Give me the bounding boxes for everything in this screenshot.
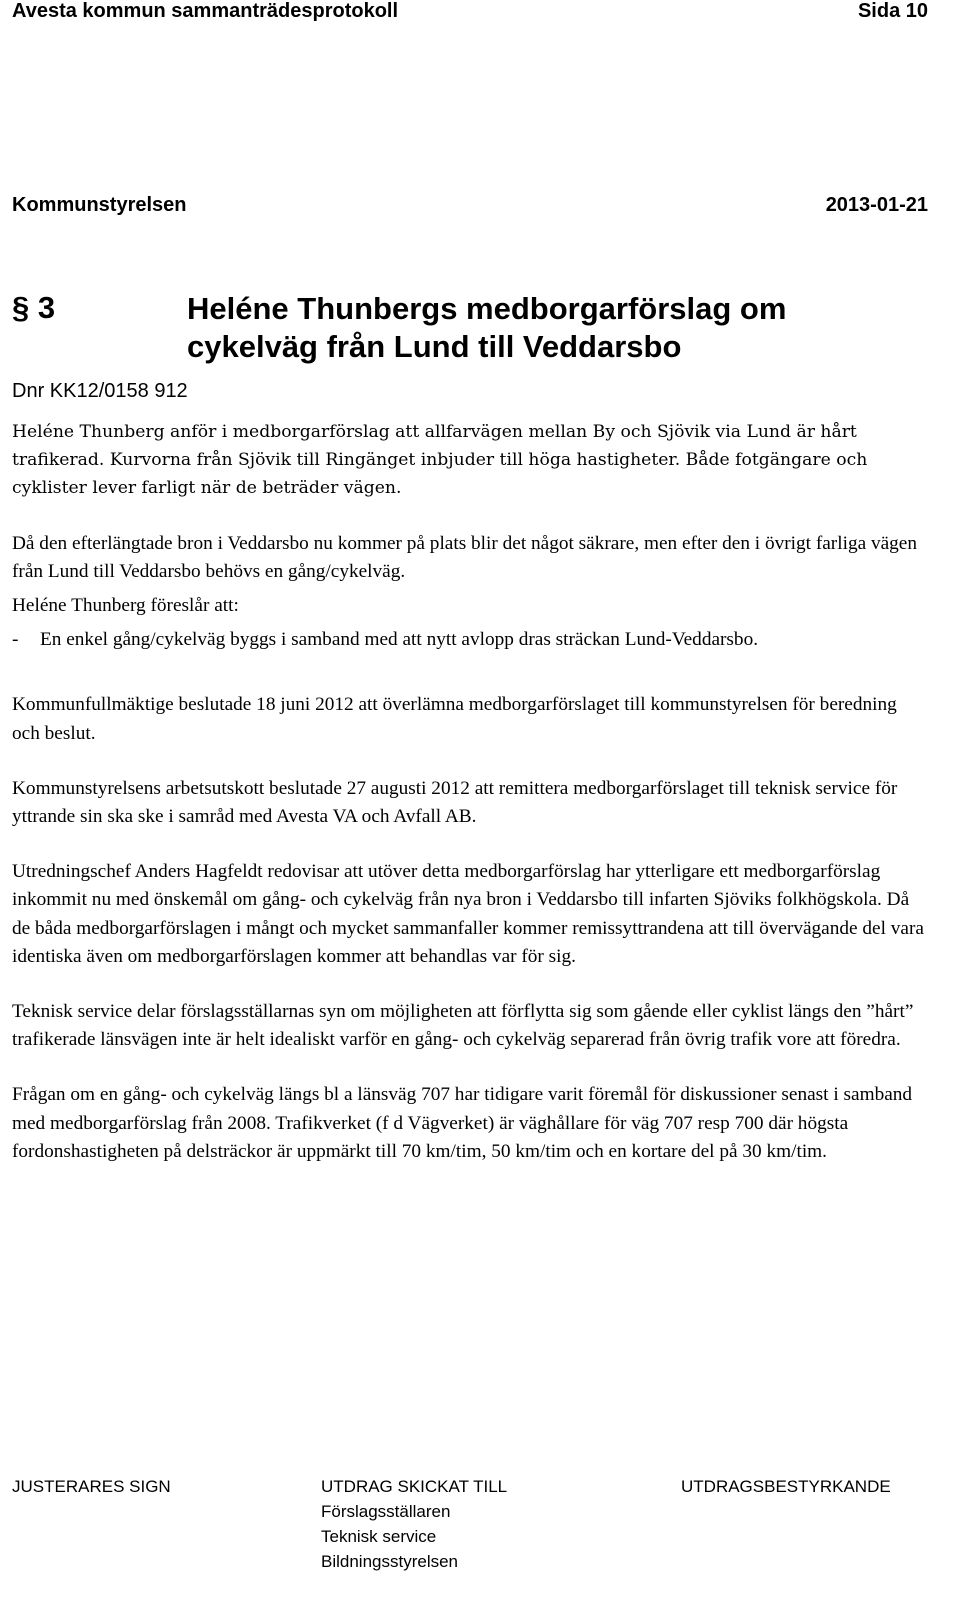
document-title: Avesta kommun sammanträdesprotokoll	[12, 0, 399, 22]
document-header	[12, 0, 928, 26]
paragraph-proposes: Heléne Thunberg föreslår att:	[12, 595, 239, 617]
paragraph-council-decision: Kommunfullmäktige beslutade 18 juni 2012 att överlämna medborgarförslaget till kommunstyrelsen för beredning och beslut.	[12, 694, 897, 744]
paragraph-committee-decision: Kommunstyrelsens arbetsutskott beslutade 27 augusti 2012 att remittera medborgarförslaget till teknisk service för yttrande sin ska ske i samråd med Avesta VA och Avfall AB.	[12, 777, 898, 828]
recipient: Bildningsstyrelsen	[321, 1552, 459, 1571]
document-body	[12, 418, 927, 1166]
section-title-line-2: cykelväg från Lund till Veddarsbo	[187, 329, 682, 364]
paragraph-petition: Heléne Thunberg anför i medborgarförslag att allfarvägen mellan By och Sjövik via Lund är hårt trafikerad. Kurvorna från Sjövik till Ringänget inbjuder till höga hastigheter. Både fotgängare och cyklister lever farligt när de beträder vägen.	[12, 422, 868, 499]
meeting-body: Kommunstyrelsen	[12, 194, 187, 216]
footer-utdrag-column	[321, 1474, 507, 1574]
proposal-bullet	[12, 626, 927, 654]
case-number: Dnr KK12/0158 912	[12, 380, 188, 402]
page-number: Sida 10	[857, 0, 928, 22]
footer-utdragsbestyrkande: UTDRAGSBESTYRKANDE	[681, 1477, 891, 1496]
paragraph-investigation: Utredningschef Anders Hagfeldt redovisar att utöver detta medborgarförslag har ytterligare ett medborgarförslag inkommit nu med önskemål om gång- och cykelväg från nya bron i Veddarsbo till infarten Sjöviks folkhögskola. Då de båda medborgarförslagen i mångt och mycket sammanfaller kommer remissyttrandena att till övervägande del vara identiska även om medborgarförslagen kommer att behandlas var för sig.	[12, 861, 924, 967]
bullet-text: En enkel gång/cykelväg byggs i samband med att nytt avlopp dras sträckan Lund-Veddarsbo.	[40, 629, 759, 651]
recipient: Teknisk service	[321, 1527, 437, 1546]
section-title	[187, 290, 907, 366]
recipient: Förslagsställaren	[321, 1502, 451, 1521]
footer-utdrag-skickat-till: UTDRAG SKICKAT TILL	[321, 1477, 508, 1496]
paragraph-history: Frågan om en gång- och cykelväg längs bl a länsväg 707 har tidigare varit föremål för diskussioner senast i samband med medborgarförslag från 2008. Trafikverket (f d Vägverket) är väghållare för väg 707 resp 700 där högsta fordonshastigheten på delsträckor är uppmärkt till 70 km/tim, 50 km/tim och en kortare del på 30 km/tim.	[12, 1084, 913, 1162]
section-number: § 3	[12, 290, 56, 325]
bullet-dash: -	[12, 629, 19, 651]
meeting-date: 2013-01-21	[825, 194, 928, 216]
paragraph-bridge: Då den efterlängtade bron i Veddarsbo nu kommer på plats blir det något säkrare, men efter den i övrigt farliga vägen från Lund till Veddarsbo behövs en gång/cykelväg.	[12, 532, 918, 582]
paragraph-technical-service: Teknisk service delar förslagsställarnas syn om möjligheten att förflytta sig som gående eller cyklist längs den ”hårt” trafikerade länsvägen inte är helt idealiskt varför en gång- och cykelväg separerad från övrig trafik vore att föredra.	[12, 1001, 914, 1051]
section-title-line-1: Heléne Thunbergs medborgarförslag om	[187, 291, 787, 326]
footer-justerares-sign: JUSTERARES SIGN	[12, 1477, 171, 1496]
